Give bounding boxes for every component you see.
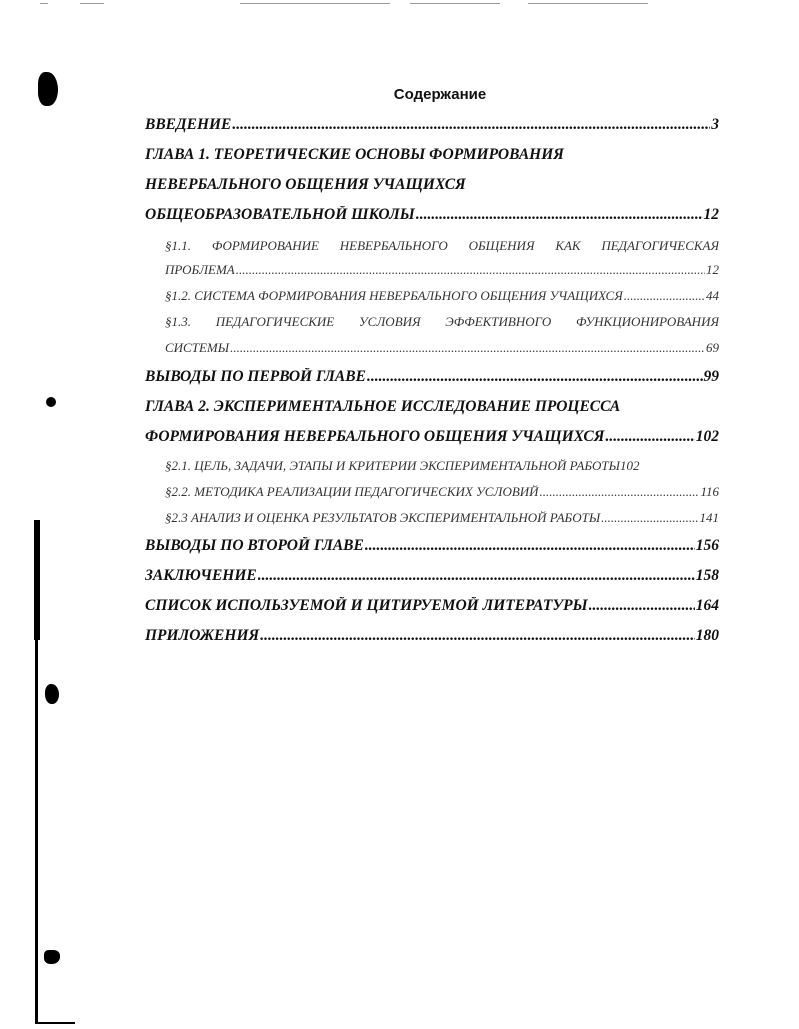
toc-entry-title: ВВЕДЕНИЕ [145,116,232,133]
toc-entry [145,206,719,224]
toc-leader [540,484,700,500]
scan-line [40,3,48,4]
toc-subentry [165,340,719,356]
toc-entry-page: 102 [695,428,719,445]
toc-subentry [165,458,719,474]
toc-entry-title: ОБЩЕОБРАЗОВАТЕЛЬНОЙ ШКОЛЫ [145,206,415,223]
toc-subentry [165,510,719,526]
toc-subentry [165,238,719,254]
toc-entry-title: ВЫВОДЫ ПО ПЕРВОЙ ГЛАВЕ [145,368,366,385]
toc-entry-page: 156 [695,537,719,554]
toc-leader [589,597,695,615]
toc-entry [145,398,719,416]
toc-entry-page: 180 [695,627,719,644]
toc-leader [605,428,694,446]
scan-line [528,3,648,4]
toc-leader [232,116,710,134]
toc-entry [145,368,719,386]
toc-leader [230,340,705,356]
page-title: Содержание [393,86,487,103]
toc-leader [365,537,695,555]
toc-entry [145,567,719,585]
toc-leader [260,627,695,645]
toc-entry-title: НЕВЕРБАЛЬНОГО ОБЩЕНИЯ УЧАЩИХСЯ [145,176,466,193]
toc-entry-page: 141 [699,510,719,525]
punch-hole-mark [45,684,59,704]
binding-edge [35,1022,75,1024]
toc-entry-page: 116 [700,484,719,499]
toc-subentry [165,484,719,500]
toc-entry-title: ПРИЛОЖЕНИЯ [145,627,260,644]
toc-leader [236,262,705,278]
toc-entry [145,116,719,134]
toc-entry-page: 3 [711,116,719,133]
toc-entry [145,146,719,164]
scan-line [80,3,104,4]
binding-edge [35,640,38,1024]
toc-entry-title: §1.1. ФОРМИРОВАНИЕ НЕВЕРБАЛЬНОГО ОБЩЕНИЯ КАК ПЕДАГОГИЧЕСКАЯ [165,238,719,253]
toc-entry-title: ВЫВОДЫ ПО ВТОРОЙ ГЛАВЕ [145,537,364,554]
toc-entry-title: ПРОБЛЕМА [165,262,235,277]
toc-entry-title: ЗАКЛЮЧЕНИЕ [145,567,257,584]
toc-leader [258,567,695,585]
toc-entry-page: 44 [706,288,719,303]
toc-leader [416,206,703,224]
toc-entry-title: §2.2. МЕТОДИКА РЕАЛИЗАЦИИ ПЕДАГОГИЧЕСКИХ УСЛОВИЙ [165,484,539,499]
toc-entry [145,176,719,194]
toc-entry-page: 69 [706,340,719,355]
toc-entry-title: §1.3. ПЕДАГОГИЧЕСКИЕ УСЛОВИЯ ЭФФЕКТИВНОГО ФУНКЦИОНИРОВАНИЯ [165,314,719,329]
toc-subentry [165,262,719,278]
toc-entry-page: 158 [695,567,719,584]
toc-entry-title: ФОРМИРОВАНИЯ НЕВЕРБАЛЬНОГО ОБЩЕНИЯ УЧАЩИХСЯ [145,428,605,445]
scan-line [240,3,390,4]
toc-leader [367,368,703,386]
toc-entry-title: §2.1. ЦЕЛЬ, ЗАДАЧИ, ЭТАПЫ И КРИТЕРИИ ЭКСПЕРИМЕНТАЛЬНОЙ РАБОТЫ [165,458,620,473]
punch-hole-mark [44,950,60,964]
toc-subentry [165,314,719,330]
toc-entry [145,597,719,615]
toc-entry-title: §1.2. СИСТЕМА ФОРМИРОВАНИЯ НЕВЕРБАЛЬНОГО ОБЩЕНИЯ УЧАЩИХСЯ [165,288,623,303]
toc-entry-page: 12 [703,206,719,223]
toc-leader [601,510,698,526]
toc-entry-page: 164 [695,597,719,614]
toc-entry-title: СИСТЕМЫ [165,340,230,355]
toc-entry [145,428,719,446]
toc-leader [624,288,705,304]
toc-entry [145,537,719,555]
toc-entry-title: ГЛАВА 2. ЭКСПЕРИМЕНТАЛЬНОЕ ИССЛЕДОВАНИЕ ПРОЦЕССА [145,398,621,415]
scan-line [410,3,500,4]
toc-entry-title: СПИСОК ИСПОЛЬЗУЕМОЙ И ЦИТИРУЕМОЙ ЛИТЕРАТУРЫ [145,597,588,614]
toc-entry [145,627,719,645]
punch-hole-mark [46,397,56,407]
toc-entry-page: 102 [619,458,640,473]
toc-entry-page: 99 [703,368,719,385]
toc-entry-page: 12 [706,262,719,277]
toc-entry-title: §2.3 АНАЛИЗ И ОЦЕНКА РЕЗУЛЬТАТОВ ЭКСПЕРИМЕНТАЛЬНОЙ РАБОТЫ [165,510,601,525]
toc-entry-title: ГЛАВА 1. ТЕОРЕТИЧЕСКИЕ ОСНОВЫ ФОРМИРОВАНИЯ [145,146,564,163]
toc-subentry [165,288,719,304]
binding-edge [34,520,40,640]
